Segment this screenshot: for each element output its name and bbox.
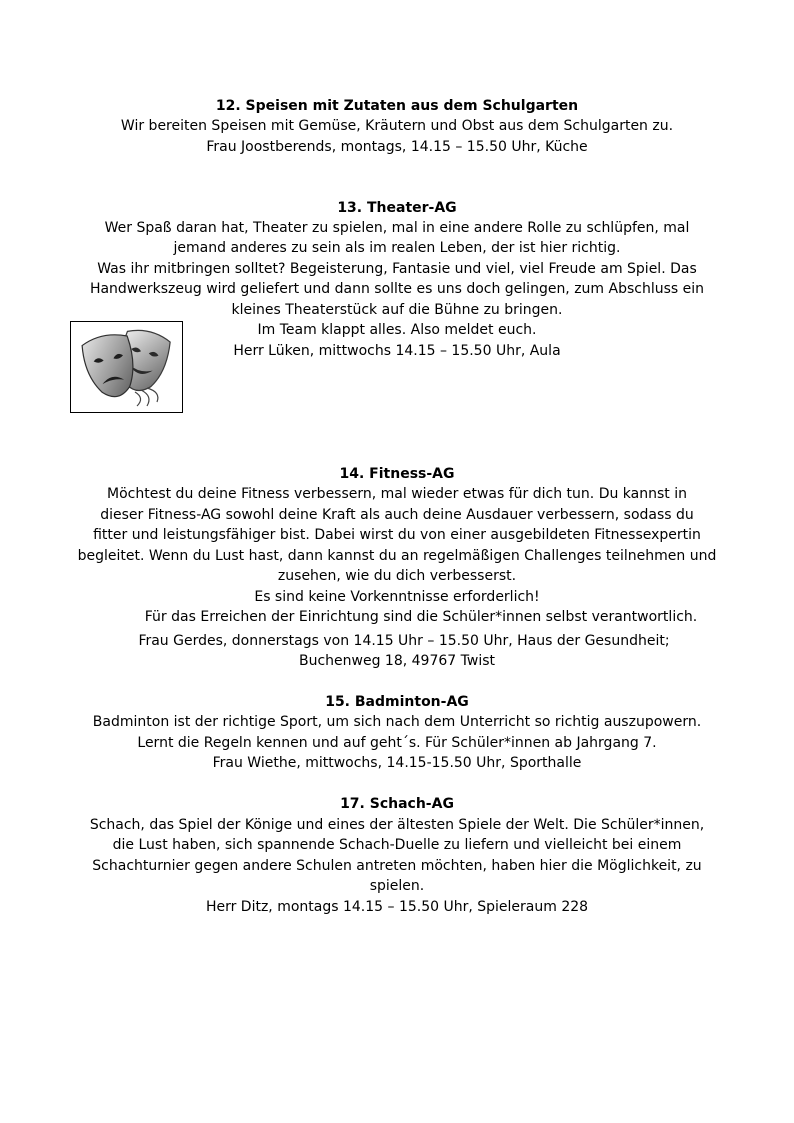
section-text-line: spielen. [369,878,425,894]
section-text-line: fitter und leistungsfähiger bist. Dabei wirst du von einer ausgebildeten Fitnessexpertin [93,527,701,543]
section-contact-line: Frau Wiethe, mittwochs, 14.15-15.50 Uhr, Sporthalle [212,755,582,771]
section-contact-line: Herr Ditz, montags 14.15 – 15.50 Uhr, Spieleraum 228 [205,899,589,915]
section-text-line: Für das Erreichen der Einrichtung sind die Schüler*innen selbst verantwortlich. [144,609,698,625]
section-title-fitness: 14. Fitness-AG [339,466,455,482]
section-text-line: Schach, das Spiel der Könige und eines der ältesten Spiele der Welt. Die Schüler*innen, [89,817,705,833]
section-text-line: kleines Theaterstück auf die Bühne zu bringen. [231,302,563,318]
section-text-line: Wer Spaß daran hat, Theater zu spielen, mal in eine andere Rolle zu schlüpfen, mal [104,220,690,236]
section-text-line: Schachturnier gegen andere Schulen antreten möchten, haben hier die Möglichkeit, zu [92,858,702,874]
section-contact-line: Frau Joostberends, montags, 14.15 – 15.50 Uhr, Küche [206,139,588,155]
section-text-line: Wir bereiten Speisen mit Gemüse, Kräutern und Obst aus dem Schulgarten zu. [120,118,674,134]
section-text-line: Was ihr mitbringen solltet? Begeisterung, Fantasie und viel, viel Freude am Spiel. Das [97,261,697,277]
section-contact-line: Herr Lüken, mittwochs 14.15 – 15.50 Uhr, Aula [233,343,561,359]
section-text-line: begleitet. Wenn du Lust hast, dann kannst du an regelmäßigen Challenges teilnehmen und [77,548,717,564]
section-text-line: Es sind keine Vorkenntnisse erforderlich! [254,589,540,605]
section-text-line: die Lust haben, sich spannende Schach-Duelle zu liefern und vielleicht bei einem [112,837,682,853]
section-text-line: Handwerkszeug wird geliefert und dann sollte es uns doch gelingen, zum Abschluss ein [89,281,705,297]
section-title-theater: 13. Theater-AG [337,200,457,216]
section-text-line: Im Team klappt alles. Also meldet euch. [257,322,537,338]
theater-masks-icon [70,321,183,413]
section-text-line: Möchtest du deine Fitness verbessern, mal wieder etwas für dich tun. Du kannst in [107,486,687,502]
section-address-line: Buchenweg 18, 49767 Twist [299,653,495,669]
section-title-schach: 17. Schach-AG [340,796,454,812]
section-text-line: Badminton ist der richtige Sport, um sich nach dem Unterricht so richtig auszupowern. [92,714,702,730]
section-contact-line: Frau Gerdes, donnerstags von 14.15 Uhr – 15.50 Uhr, Haus der Gesundheit; [138,633,670,649]
section-text-line: jemand anderes zu sein als im realen Leben, der ist hier richtig. [173,240,621,256]
section-title-badminton: 15. Badminton-AG [325,694,469,710]
section-text-line: Lernt die Regeln kennen und auf geht´s. Für Schüler*innen ab Jahrgang 7. [137,735,657,751]
section-text-line: zusehen, wie du dich verbesserst. [277,568,517,584]
section-text-line: dieser Fitness-AG sowohl deine Kraft als auch deine Ausdauer verbessern, sodass du [100,507,694,523]
section-title-speisen: 12. Speisen mit Zutaten aus dem Schulgarten [215,98,579,114]
